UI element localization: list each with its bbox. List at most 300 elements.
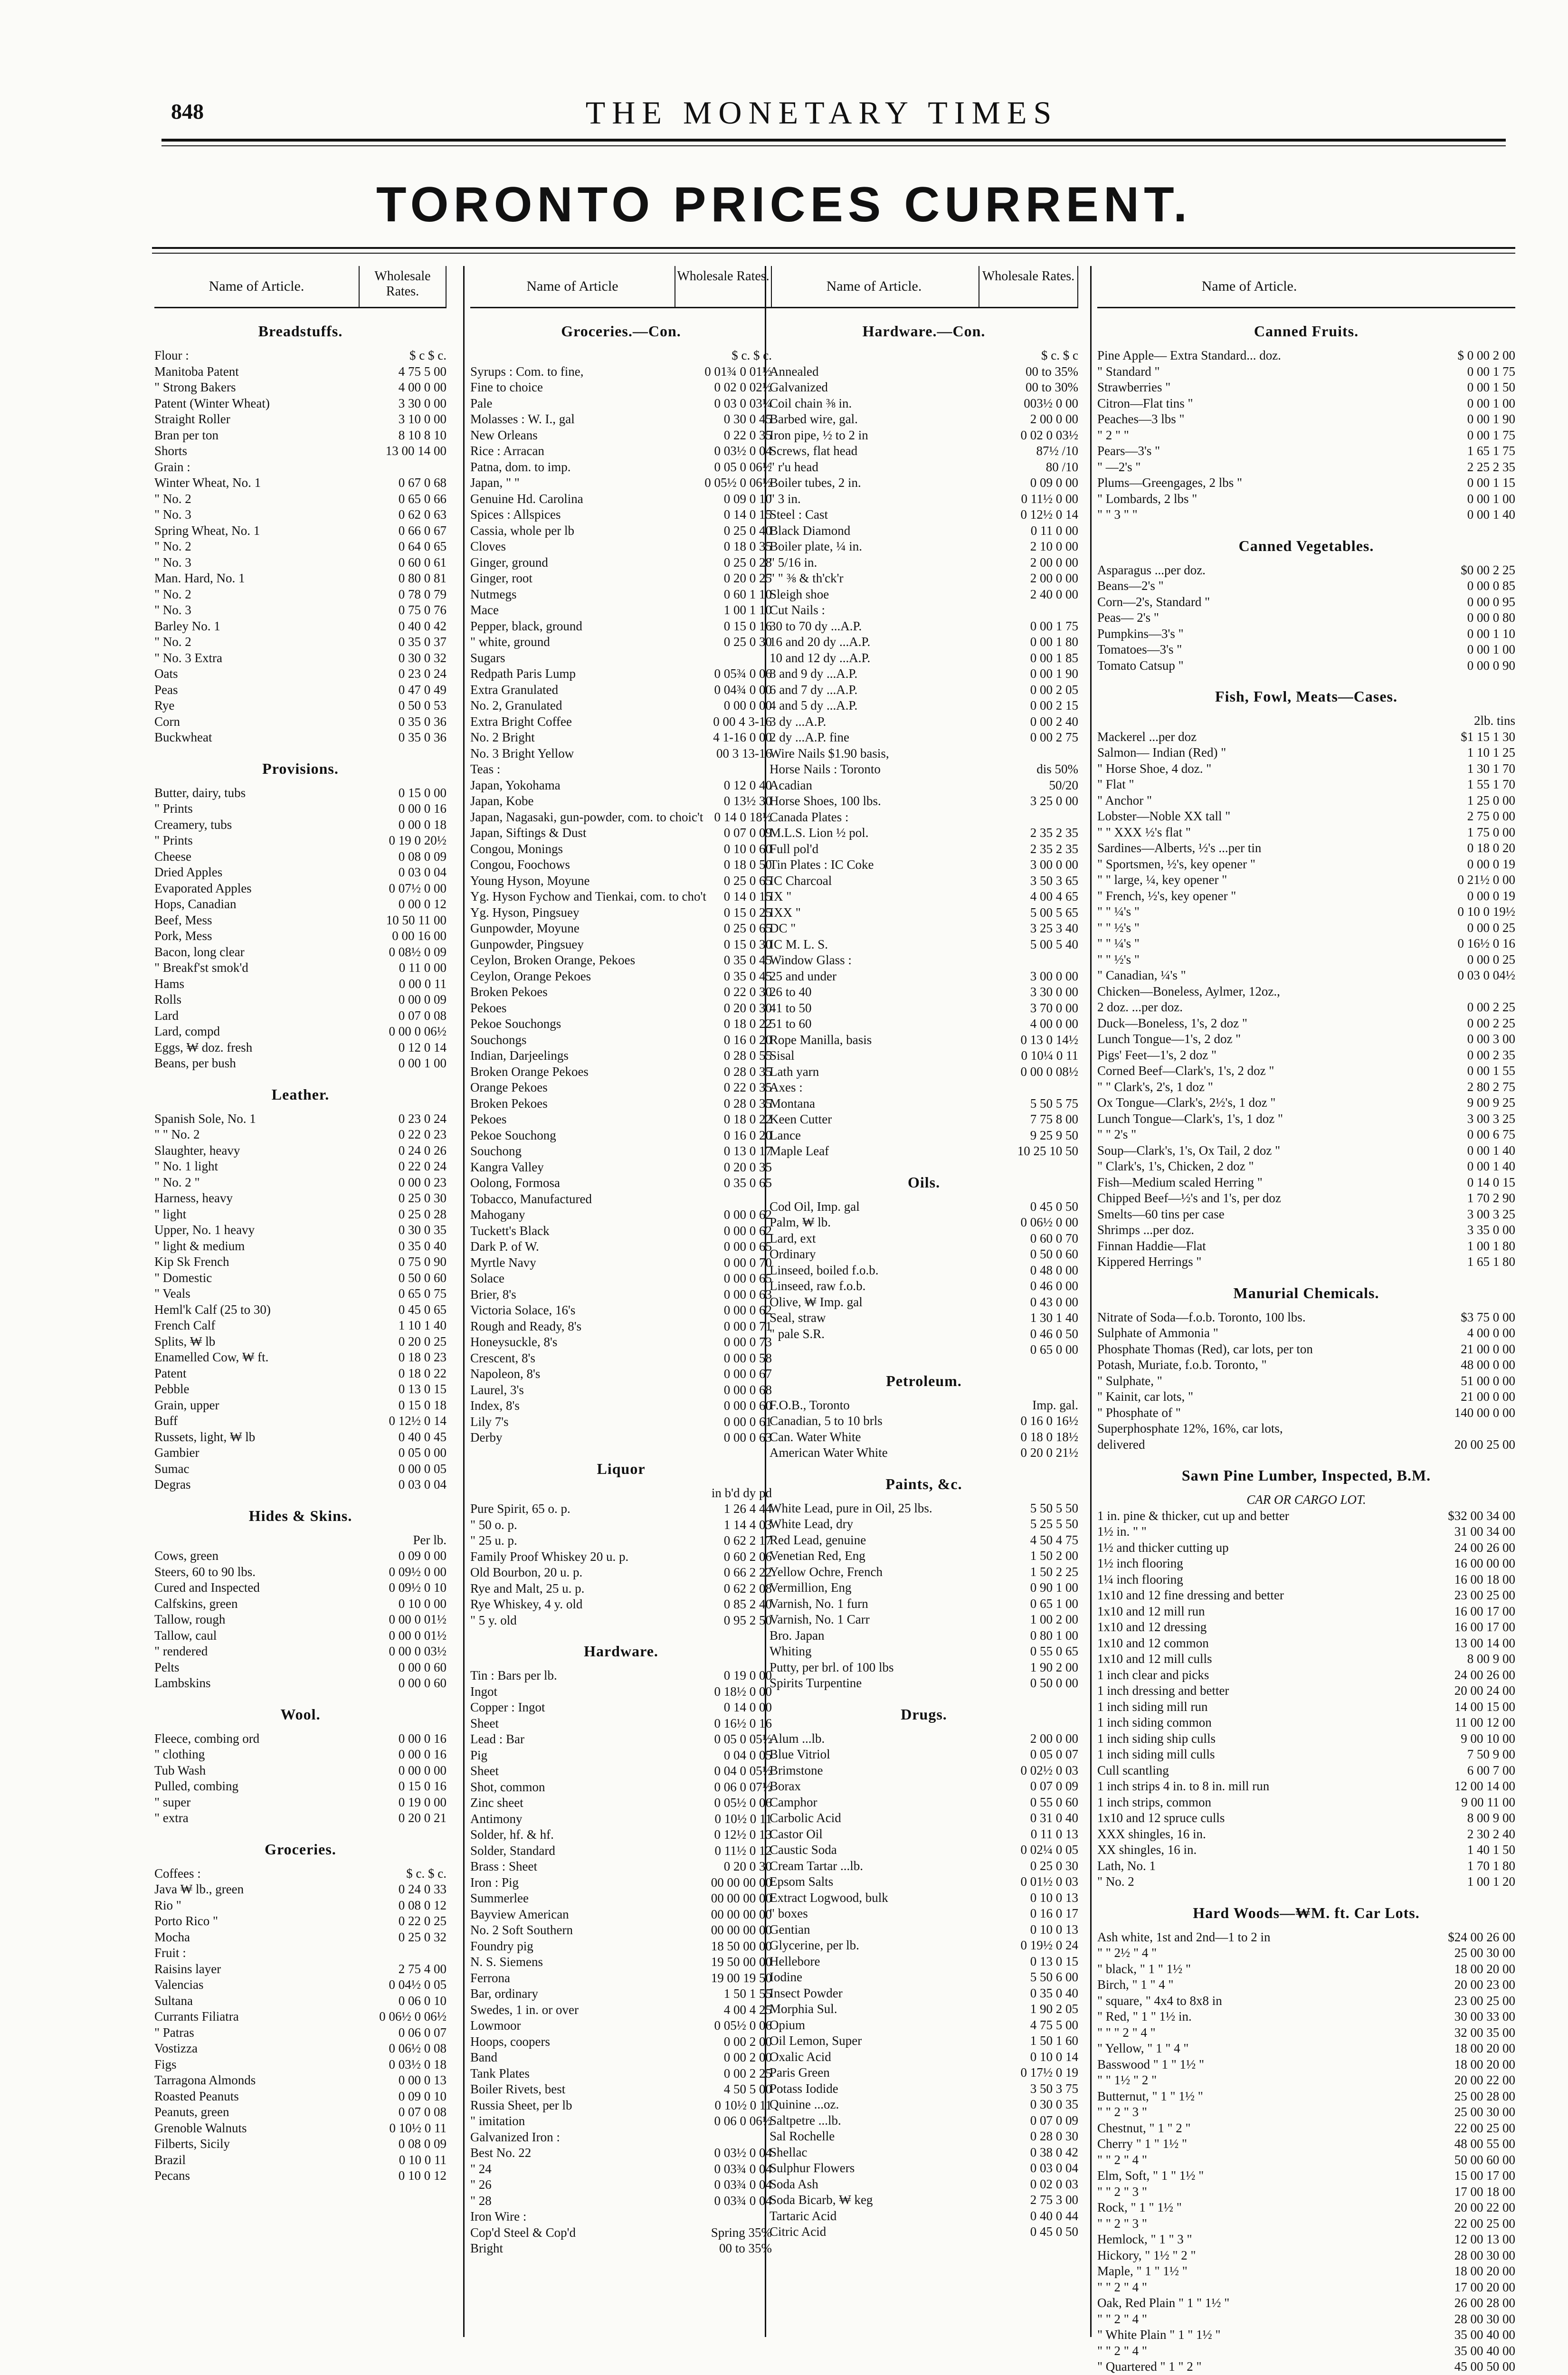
article-name: Boiler plate, ¼ in. xyxy=(770,539,979,555)
wholesale-rate: 0 05½ 0 06 xyxy=(675,2018,772,2034)
article-name: Coil chain ⅜ in. xyxy=(770,396,979,412)
article-name: Souchongs xyxy=(470,1032,675,1048)
article-name: 1 inch siding mill run xyxy=(1097,1699,1401,1715)
wholesale-rate: 0 38 0 42 xyxy=(979,2145,1078,2161)
wholesale-rate: 0 15 0 30 xyxy=(675,937,772,953)
wholesale-rate: 0 05½ 0 06½ xyxy=(675,475,772,491)
wholesale-rate: 17 00 20 00 xyxy=(1401,2280,1515,2296)
wholesale-rate: 0 00 0 09 xyxy=(359,992,447,1008)
wholesale-rate: 0 00 1 90 xyxy=(979,666,1078,682)
wholesale-rate: 0 00 0 06½ xyxy=(359,1024,447,1040)
article-name: Shot, common xyxy=(470,1779,675,1796)
article-name: DC " xyxy=(770,921,979,937)
wholesale-rate: 0 20 0 30 xyxy=(675,1000,772,1016)
wholesale-rate: 10 50 11 00 xyxy=(359,912,447,929)
wholesale-rate: 0 24 0 33 xyxy=(359,1881,447,1898)
article-name: Sultana xyxy=(154,1993,359,2009)
price-row xyxy=(1097,507,1515,523)
price-row xyxy=(470,905,772,921)
price-row xyxy=(154,475,447,491)
wholesale-rate: 0 20 0 30 xyxy=(675,1859,772,1875)
price-row xyxy=(770,1128,1078,1144)
wholesale-rate: 0 23 0 24 xyxy=(359,1111,447,1127)
price-row xyxy=(770,1564,1078,1580)
price-row xyxy=(1097,1747,1515,1763)
article-name: Corn—2's, Standard " xyxy=(1097,594,1401,610)
price-row xyxy=(770,698,1078,714)
article-name: Saltpetre ...lb. xyxy=(770,2113,979,2129)
article-name: " French, ½'s, key opener " xyxy=(1097,888,1401,904)
article-name: Hickory, " 1½ " 2 " xyxy=(1097,2248,1401,2264)
price-row xyxy=(1097,936,1515,952)
price-row xyxy=(470,1191,772,1207)
price-row xyxy=(470,682,772,698)
article-name: Cheese xyxy=(154,849,359,865)
price-row xyxy=(1097,1047,1515,1064)
wholesale-rate: 1 50 1 55 xyxy=(675,1986,772,2002)
wholesale-rate: 1 75 0 00 xyxy=(1401,825,1515,841)
price-row xyxy=(1097,348,1515,364)
article-name: Cull scantling xyxy=(1097,1763,1401,1779)
wholesale-rate: 0 00 3 00 xyxy=(1401,1031,1515,1047)
wholesale-rate: 0 00 0 01½ xyxy=(359,1612,447,1628)
article-name: Cherry " 1 " 1½ " xyxy=(1097,2136,1401,2152)
wholesale-rate: 4 00 0 00 xyxy=(1401,1325,1515,1341)
wholesale-rate: 2 00 0 00 xyxy=(979,570,1078,587)
article-name: 1 inch siding mill culls xyxy=(1097,1747,1401,1763)
price-row xyxy=(470,396,772,412)
article-name: Russets, light, ₩ lb xyxy=(154,1429,359,1445)
article-name: Sisal xyxy=(770,1048,979,1064)
wholesale-rate: 0 07 0 08 xyxy=(359,2104,447,2120)
article-name: " —2's " xyxy=(1097,459,1401,475)
price-row xyxy=(470,1549,772,1565)
wholesale-rate: 0 30 0 35 xyxy=(979,2097,1078,2113)
article-name: Potash, Muriate, f.o.b. Toronto, " xyxy=(1097,1357,1401,1373)
wholesale-rate: 0 80 1 00 xyxy=(979,1628,1078,1644)
article-name: 1 inch clear and picks xyxy=(1097,1667,1401,1683)
price-row xyxy=(770,714,1078,730)
price-row xyxy=(1097,626,1515,642)
section-heading: Leather. xyxy=(154,1086,447,1103)
price-row xyxy=(154,587,447,603)
wholesale-rate: 1 90 2 00 xyxy=(979,1660,1078,1676)
wholesale-rate: 0 50 0 53 xyxy=(359,698,447,714)
article-name: Opium xyxy=(770,2017,979,2033)
article-name: Iron Wire : xyxy=(470,2209,675,2225)
price-row xyxy=(470,1533,772,1549)
price-row xyxy=(1097,1929,1515,1946)
price-row xyxy=(154,1222,447,1238)
wholesale-rate: 0 46 0 00 xyxy=(979,1278,1078,1294)
wholesale-rate: 0 13½ 30 xyxy=(675,793,772,809)
article-name: Swedes, 1 in. or over xyxy=(470,2002,675,2018)
price-row xyxy=(1097,1699,1515,1715)
wholesale-rate: 0 00 2 25 xyxy=(675,2066,772,2082)
price-row xyxy=(1097,443,1515,459)
price-row xyxy=(770,1763,1078,1779)
article-name: Full pol'd xyxy=(770,841,979,857)
price-row xyxy=(154,1564,447,1580)
price-row xyxy=(770,1644,1078,1660)
wholesale-rate: 30 00 33 00 xyxy=(1401,2009,1515,2025)
wholesale-rate: 0 03 0 04 xyxy=(979,2160,1078,2176)
price-row xyxy=(1097,2041,1515,2057)
wholesale-rate: 0 02¼ 0 05 xyxy=(979,1842,1078,1858)
article-name: Cloves xyxy=(470,539,675,555)
wholesale-rate: 0 25 0 32 xyxy=(359,1929,447,1946)
wholesale-rate: 0 00 1 85 xyxy=(979,650,1078,666)
article-name: Straight Roller xyxy=(154,411,359,428)
article-name: Solace xyxy=(470,1271,675,1287)
price-row xyxy=(470,1048,772,1064)
wholesale-rate: 0 18 0 20 xyxy=(1401,840,1515,856)
price-row xyxy=(470,809,772,826)
article-name: " square, " 4x4 to 8x8 in xyxy=(1097,1993,1401,2009)
price-row xyxy=(154,1612,447,1628)
price-row xyxy=(154,1945,447,1961)
wholesale-rate: 0 25 0 65 xyxy=(675,921,772,937)
article-name: Congou, Monings xyxy=(470,841,675,857)
price-row xyxy=(770,348,1078,364)
wholesale-rate: 16 00 17 00 xyxy=(1401,1619,1515,1635)
wholesale-rate: 4 00 4 25 xyxy=(675,2002,772,2018)
price-row xyxy=(770,428,1078,444)
wholesale-rate: 0 00 1 40 xyxy=(1401,507,1515,523)
wholesale-rate: 0 25 0 28 xyxy=(359,1206,447,1223)
article-name: Rough and Ready, 8's xyxy=(470,1319,675,1335)
article-name: Laurel, 3's xyxy=(470,1382,675,1398)
price-row xyxy=(470,2098,772,2114)
wholesale-rate: 0 00 1 00 xyxy=(1401,491,1515,507)
price-row xyxy=(470,539,772,555)
article-name xyxy=(470,348,675,364)
section-heading: Canned Vegetables. xyxy=(1097,537,1515,555)
article-name: " " 2½ " 4 " xyxy=(1097,1945,1401,1961)
wholesale-rate: 0 00 1 55 xyxy=(1401,1063,1515,1079)
price-row xyxy=(470,666,772,682)
wholesale-rate: 26 00 28 00 xyxy=(1401,2295,1515,2311)
column-header xyxy=(1097,266,1515,308)
wholesale-rate: 0 20 0 21 xyxy=(359,1810,447,1826)
wholesale-rate: 0 00 2 40 xyxy=(979,714,1078,730)
price-row xyxy=(154,1159,447,1175)
price-row xyxy=(470,507,772,523)
article-name: Blue Vitriol xyxy=(770,1747,979,1763)
wholesale-rate: 0 00 0 00 xyxy=(359,1763,447,1779)
wholesale-rate: 18 50 00 00 xyxy=(675,1938,772,1955)
wholesale-rate: 0 00 0 60 xyxy=(675,1398,772,1414)
wholesale-rate: 0 65 1 00 xyxy=(979,1596,1078,1612)
wholesale-rate: 0 01½ 0 03 xyxy=(979,1874,1078,1890)
price-row xyxy=(1097,475,1515,491)
section-heading: Oils. xyxy=(770,1174,1078,1191)
article-name: Sardines—Alberts, ½'s ...per tin xyxy=(1097,840,1401,856)
article-name: " No. 2 xyxy=(154,491,359,507)
price-row xyxy=(470,1255,772,1271)
wholesale-rate xyxy=(675,650,772,666)
price-row xyxy=(154,555,447,571)
wholesale-rate: 48 00 55 00 xyxy=(1401,2136,1515,2152)
article-name: Nitrate of Soda—f.o.b. Toronto, 100 lbs. xyxy=(1097,1310,1401,1326)
article-name: Rio " xyxy=(154,1898,359,1914)
article-name: " " 2 " 4 " xyxy=(1097,2152,1401,2168)
wholesale-rate: 0 17½ 0 19 xyxy=(979,2065,1078,2081)
wholesale-rate: 10 25 10 50 xyxy=(979,1143,1078,1159)
price-row xyxy=(1097,2263,1515,2280)
price-row xyxy=(154,491,447,507)
price-row xyxy=(1097,1667,1515,1683)
price-row xyxy=(154,1477,447,1493)
wholesale-rate: 0 09 0 10 xyxy=(675,491,772,507)
article-name: " 3 in. xyxy=(770,491,979,507)
price-row xyxy=(1097,1945,1515,1961)
price-row xyxy=(154,682,447,698)
wholesale-rate: 1 14 4 03 xyxy=(675,1517,772,1533)
article-name: Peas xyxy=(154,682,359,698)
wholesale-rate: 0 16½ 0 16 xyxy=(675,1716,772,1732)
price-row xyxy=(1097,658,1515,674)
wholesale-rate: 0 06 0 07 xyxy=(359,2025,447,2041)
price-row xyxy=(770,523,1078,539)
article-name: Oil Lemon, Super xyxy=(770,2033,979,2049)
price-row xyxy=(770,1112,1078,1128)
article-name: " Flat " xyxy=(1097,777,1401,793)
article-name: Mahogany xyxy=(470,1207,675,1223)
price-row xyxy=(470,1271,772,1287)
price-row xyxy=(770,1016,1078,1032)
section-heading: Drugs. xyxy=(770,1706,1078,1723)
price-row xyxy=(154,443,447,459)
article-name: Antimony xyxy=(470,1811,675,1827)
wholesale-rate: 0 08 0 12 xyxy=(359,1898,447,1914)
article-name: Horse Nails : Toronto xyxy=(770,761,979,778)
article-name: " boxes xyxy=(770,1906,979,1922)
wholesale-rate: 0 16½ 0 16 xyxy=(1401,936,1515,952)
article-name: Bar, ordinary xyxy=(470,1986,675,2002)
price-row xyxy=(154,380,447,396)
wholesale-rate: 16 00 00 00 xyxy=(1401,1556,1515,1572)
article-name: Splits, ₩ lb xyxy=(154,1334,359,1350)
wholesale-rate: 0 00 1 10 xyxy=(1401,626,1515,642)
price-row xyxy=(470,969,772,985)
price-row xyxy=(470,1827,772,1843)
article-name: " " 2 " 3 " xyxy=(1097,2216,1401,2232)
article-name: Tobacco, Manufactured xyxy=(470,1191,675,1207)
wholesale-rate: 0 05 0 07 xyxy=(979,1747,1078,1763)
article-name: Keen Cutter xyxy=(770,1112,979,1128)
wholesale-rate: 3 30 0 00 xyxy=(359,396,447,412)
article-name: " super xyxy=(154,1795,359,1811)
article-name: Lambskins xyxy=(154,1675,359,1691)
article-name: " No. 2 xyxy=(154,587,359,603)
wholesale-rate: 2 75 4 00 xyxy=(359,1961,447,1977)
wholesale-rate xyxy=(979,952,1078,969)
price-row xyxy=(470,570,772,587)
price-row xyxy=(470,841,772,857)
price-row xyxy=(154,730,447,746)
article-name: " No. 3 xyxy=(154,555,359,571)
article-name: Axes : xyxy=(770,1080,979,1096)
article-name: Sheet xyxy=(470,1763,675,1779)
wholesale-rate: 3 30 0 00 xyxy=(979,984,1078,1000)
wholesale-rate: 00 00 00 00 xyxy=(675,1890,772,1907)
wholesale-rate: 0 11 0 13 xyxy=(979,1826,1078,1843)
wholesale-rate: 0 00 0 11 xyxy=(359,976,447,992)
wholesale-rate: dis 50% xyxy=(979,761,1078,778)
wholesale-rate: 0 04 0 05½ xyxy=(675,1763,772,1779)
section-heading: Wool. xyxy=(154,1706,447,1723)
wholesale-rate: 0 22 0 24 xyxy=(359,1159,447,1175)
column-name-label: Name of Article. xyxy=(770,278,979,294)
article-name: Lobster—Noble XX tall " xyxy=(1097,808,1401,825)
article-name: Alum ...lb. xyxy=(770,1731,979,1747)
price-row xyxy=(470,459,772,475)
article-name: Grain : xyxy=(154,459,359,475)
article-name: Myrtle Navy xyxy=(470,1255,675,1271)
wholesale-rate: 7 50 9 00 xyxy=(1401,1747,1515,1763)
wholesale-rate: 0 18 0 22 xyxy=(675,1112,772,1128)
price-row xyxy=(154,396,447,412)
wholesale-rate: 6 00 7 00 xyxy=(1401,1763,1515,1779)
article-name: " Prints xyxy=(154,833,359,849)
article-name: Old Bourbon, 20 u. p. xyxy=(470,1565,675,1581)
article-name: Morphia Sul. xyxy=(770,2001,979,2017)
article-name: Rye and Malt, 25 u. p. xyxy=(470,1581,675,1597)
wholesale-rate: 0 30 0 35 xyxy=(359,1222,447,1238)
article-name: Solder, Standard xyxy=(470,1843,675,1859)
article-name: " " ¼'s " xyxy=(1097,936,1401,952)
wholesale-rate: 4 50 5 00 xyxy=(675,2081,772,2098)
article-name: Pekoes xyxy=(470,1000,675,1016)
wholesale-rate: 5 00 5 65 xyxy=(979,905,1078,921)
price-row xyxy=(154,2072,447,2089)
price-row xyxy=(154,1429,447,1445)
article-name: Mace xyxy=(470,602,675,618)
wholesale-rate: 0 60 2 06 xyxy=(675,1549,772,1565)
price-row xyxy=(470,698,772,714)
price-row xyxy=(1097,1437,1515,1453)
wholesale-rate: 22 00 25 00 xyxy=(1401,2216,1515,2232)
article-name: Beef, Mess xyxy=(154,912,359,929)
article-name: Whiting xyxy=(770,1644,979,1660)
article-name: " Veals xyxy=(154,1286,359,1302)
price-row xyxy=(770,2160,1078,2176)
article-name: 10 and 12 dy ...A.P. xyxy=(770,650,979,666)
price-row xyxy=(470,411,772,428)
price-row xyxy=(770,1858,1078,1874)
wholesale-rate: 0 18 0 18½ xyxy=(979,1429,1078,1445)
price-row xyxy=(770,1986,1078,2002)
article-name: Buckwheat xyxy=(154,730,359,746)
price-row xyxy=(1097,1778,1515,1795)
article-name: " pale S.R. xyxy=(770,1326,979,1342)
article-name: " Patras xyxy=(154,2025,359,2041)
article-name: Cured and Inspected xyxy=(154,1580,359,1596)
article-name: Bacon, long clear xyxy=(154,944,359,960)
price-row xyxy=(1097,999,1515,1016)
price-row xyxy=(770,1922,1078,1938)
wholesale-rate: 0 20 0 25 xyxy=(675,570,772,587)
article-name: " extra xyxy=(154,1810,359,1826)
price-row xyxy=(470,1334,772,1350)
wholesale-rate: 3 50 3 75 xyxy=(979,2081,1078,2097)
article-name: Yellow Ochre, French xyxy=(770,1564,979,1580)
wholesale-rate: 0 05¾ 0 06 xyxy=(675,666,772,682)
wholesale-rate: 0 12 0 40 xyxy=(675,778,772,794)
wholesale-rate: 0 18½ 0 00 xyxy=(675,1684,772,1700)
price-row xyxy=(1097,952,1515,968)
price-row xyxy=(154,928,447,944)
article-name: Citron—Flat tins " xyxy=(1097,396,1401,412)
article-name: Japan, Yokohama xyxy=(470,778,675,794)
price-row xyxy=(770,2049,1078,2065)
price-row xyxy=(770,1906,1078,1922)
article-name: Porto Rico " xyxy=(154,1913,359,1929)
wholesale-rate: 0 12½ 0 13 xyxy=(675,1827,772,1843)
price-row xyxy=(470,730,772,746)
price-row xyxy=(1097,1031,1515,1047)
wholesale-rate: 00 00 00 00 xyxy=(675,1875,772,1891)
wholesale-rate: 0 62 2 17 xyxy=(675,1533,772,1549)
article-name: Varnish, No. 1 Carr xyxy=(770,1612,979,1628)
article-name: Tank Plates xyxy=(470,2066,675,2082)
article-name xyxy=(770,1342,979,1358)
price-row xyxy=(154,364,447,380)
wholesale-rate: 11 00 12 00 xyxy=(1401,1715,1515,1731)
price-row xyxy=(154,1961,447,1977)
price-row xyxy=(770,1231,1078,1247)
article-name: 1x10 and 12 dressing xyxy=(1097,1619,1401,1635)
price-row xyxy=(154,912,447,929)
wholesale-rate: 0 00 0 63 xyxy=(675,1430,772,1446)
article-name: " " 3 " " xyxy=(1097,507,1401,523)
wholesale-rate: 0 22 0 23 xyxy=(359,1127,447,1143)
price-row xyxy=(470,2034,772,2050)
wholesale-rate: 0 18 0 23 xyxy=(359,1349,447,1366)
article-name: Galvanized xyxy=(770,380,979,396)
wholesale-rate: 0 25 0 65 xyxy=(675,873,772,889)
article-name: Cows, green xyxy=(154,1548,359,1564)
wholesale-rate: 3 25 3 40 xyxy=(979,921,1078,937)
article-name: Ceylon, Orange Pekoes xyxy=(470,969,675,985)
wholesale-rate: 0 00 2 05 xyxy=(979,682,1078,698)
page-number: 848 xyxy=(171,99,204,124)
price-row xyxy=(470,1430,772,1446)
wholesale-rate: 20 00 22 00 xyxy=(1401,2200,1515,2216)
wholesale-rate: 0 45 0 50 xyxy=(979,1199,1078,1215)
price-row xyxy=(470,1684,772,1700)
article-name: Broken Pekoes xyxy=(470,984,675,1000)
wholesale-rate: 0 35 0 45 xyxy=(675,952,772,969)
article-name: Degras xyxy=(154,1477,359,1493)
wholesale-rate: 0 43 0 00 xyxy=(979,1294,1078,1311)
article-name: Annealed xyxy=(770,364,979,380)
price-row xyxy=(1097,1587,1515,1604)
wholesale-rate: 25 00 30 00 xyxy=(1401,2104,1515,2120)
wholesale-rate: 0 55 0 60 xyxy=(979,1795,1078,1811)
article-name: XXX shingles, 16 in. xyxy=(1097,1826,1401,1843)
price-row xyxy=(770,1731,1078,1747)
price-row xyxy=(470,1080,772,1096)
price-row xyxy=(770,1516,1078,1532)
article-name: F.O.B., Toronto xyxy=(770,1397,979,1414)
price-row xyxy=(470,364,772,380)
price-row xyxy=(154,1866,447,1882)
price-row xyxy=(770,682,1078,698)
article-name: " Standard " xyxy=(1097,364,1401,380)
price-row xyxy=(770,491,1078,507)
